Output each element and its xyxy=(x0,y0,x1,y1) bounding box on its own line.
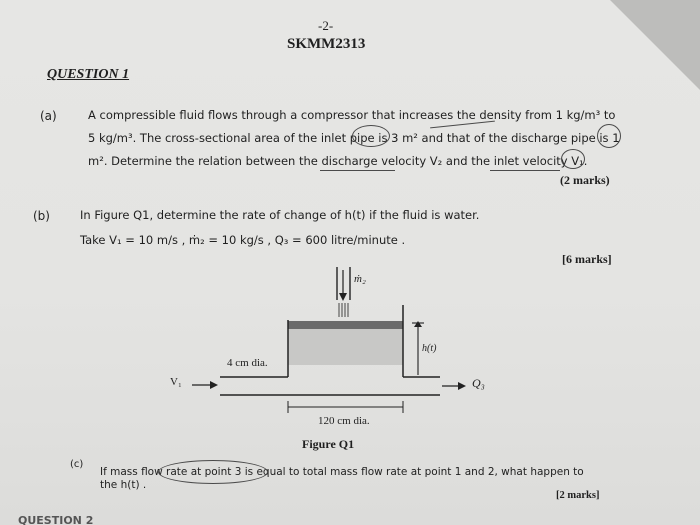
part-c-label: (c) xyxy=(70,459,84,470)
flow-arrowhead xyxy=(339,293,347,301)
m2-label: ṁ₂ xyxy=(354,273,366,285)
q3-label: Q₃ xyxy=(472,376,485,390)
part-c-marks: [2 marks] xyxy=(556,490,600,501)
part-b-label: (b) xyxy=(33,209,50,223)
ink-underline xyxy=(320,170,395,171)
part-b-line2: Take V₁ = 10 m/s , ṁ₂ = 10 kg/s , Q₃ = 600 litre/minute . xyxy=(80,233,406,247)
part-a-line3: m². Determine the relation between the discharge velocity V₂ and the inlet velocity V₁. xyxy=(88,154,588,168)
question-title: QUESTION 1 xyxy=(47,67,130,82)
water-surface xyxy=(288,321,403,329)
next-question-heading: QUESTION 2 xyxy=(18,514,94,525)
part-c-line2: the h(t) . xyxy=(100,479,147,491)
figure-caption: Figure Q1 xyxy=(302,437,355,451)
diameter-dimension xyxy=(288,401,403,413)
ink-circle-annotation xyxy=(597,124,621,148)
part-a-marks: (2 marks) xyxy=(560,173,610,187)
course-code: SKMM2313 xyxy=(287,36,366,52)
part-b-marks: [6 marks] xyxy=(562,252,612,266)
tank-diameter-label: 120 cm dia. xyxy=(318,415,370,427)
part-c-line1: If mass flow rate at point 3 is equal to total mass flow rate at point 1 and 2, what happen to xyxy=(100,466,584,478)
part-b-line1: In Figure Q1, determine the rate of change of h(t) if the fluid is water. xyxy=(80,208,480,222)
ink-circle-annotation xyxy=(352,125,390,147)
height-label: h(t) xyxy=(422,343,437,354)
figure-q1-drawing xyxy=(170,265,490,440)
ink-circle-annotation xyxy=(561,149,585,169)
part-a-label: (a) xyxy=(40,109,57,123)
figure-q1 xyxy=(170,265,490,444)
pipe-diameter-label: 4 cm dia. xyxy=(227,357,268,369)
water-body xyxy=(288,323,403,365)
part-a-line1: A compressible fluid flows through a compressor that increases the density from 1 kg/m³ to xyxy=(88,108,616,122)
page-number: -2- xyxy=(318,18,334,33)
part-a-line2: 5 kg/m³. The cross-sectional area of the inlet pipe is 3 m² and that of the discharge pipe is 1 xyxy=(88,131,620,145)
v1-label: V₁ xyxy=(170,376,182,388)
inflow-stream xyxy=(339,303,348,317)
ink-underline xyxy=(490,170,560,171)
page-fold xyxy=(610,0,700,90)
ink-circle-annotation xyxy=(158,460,268,484)
